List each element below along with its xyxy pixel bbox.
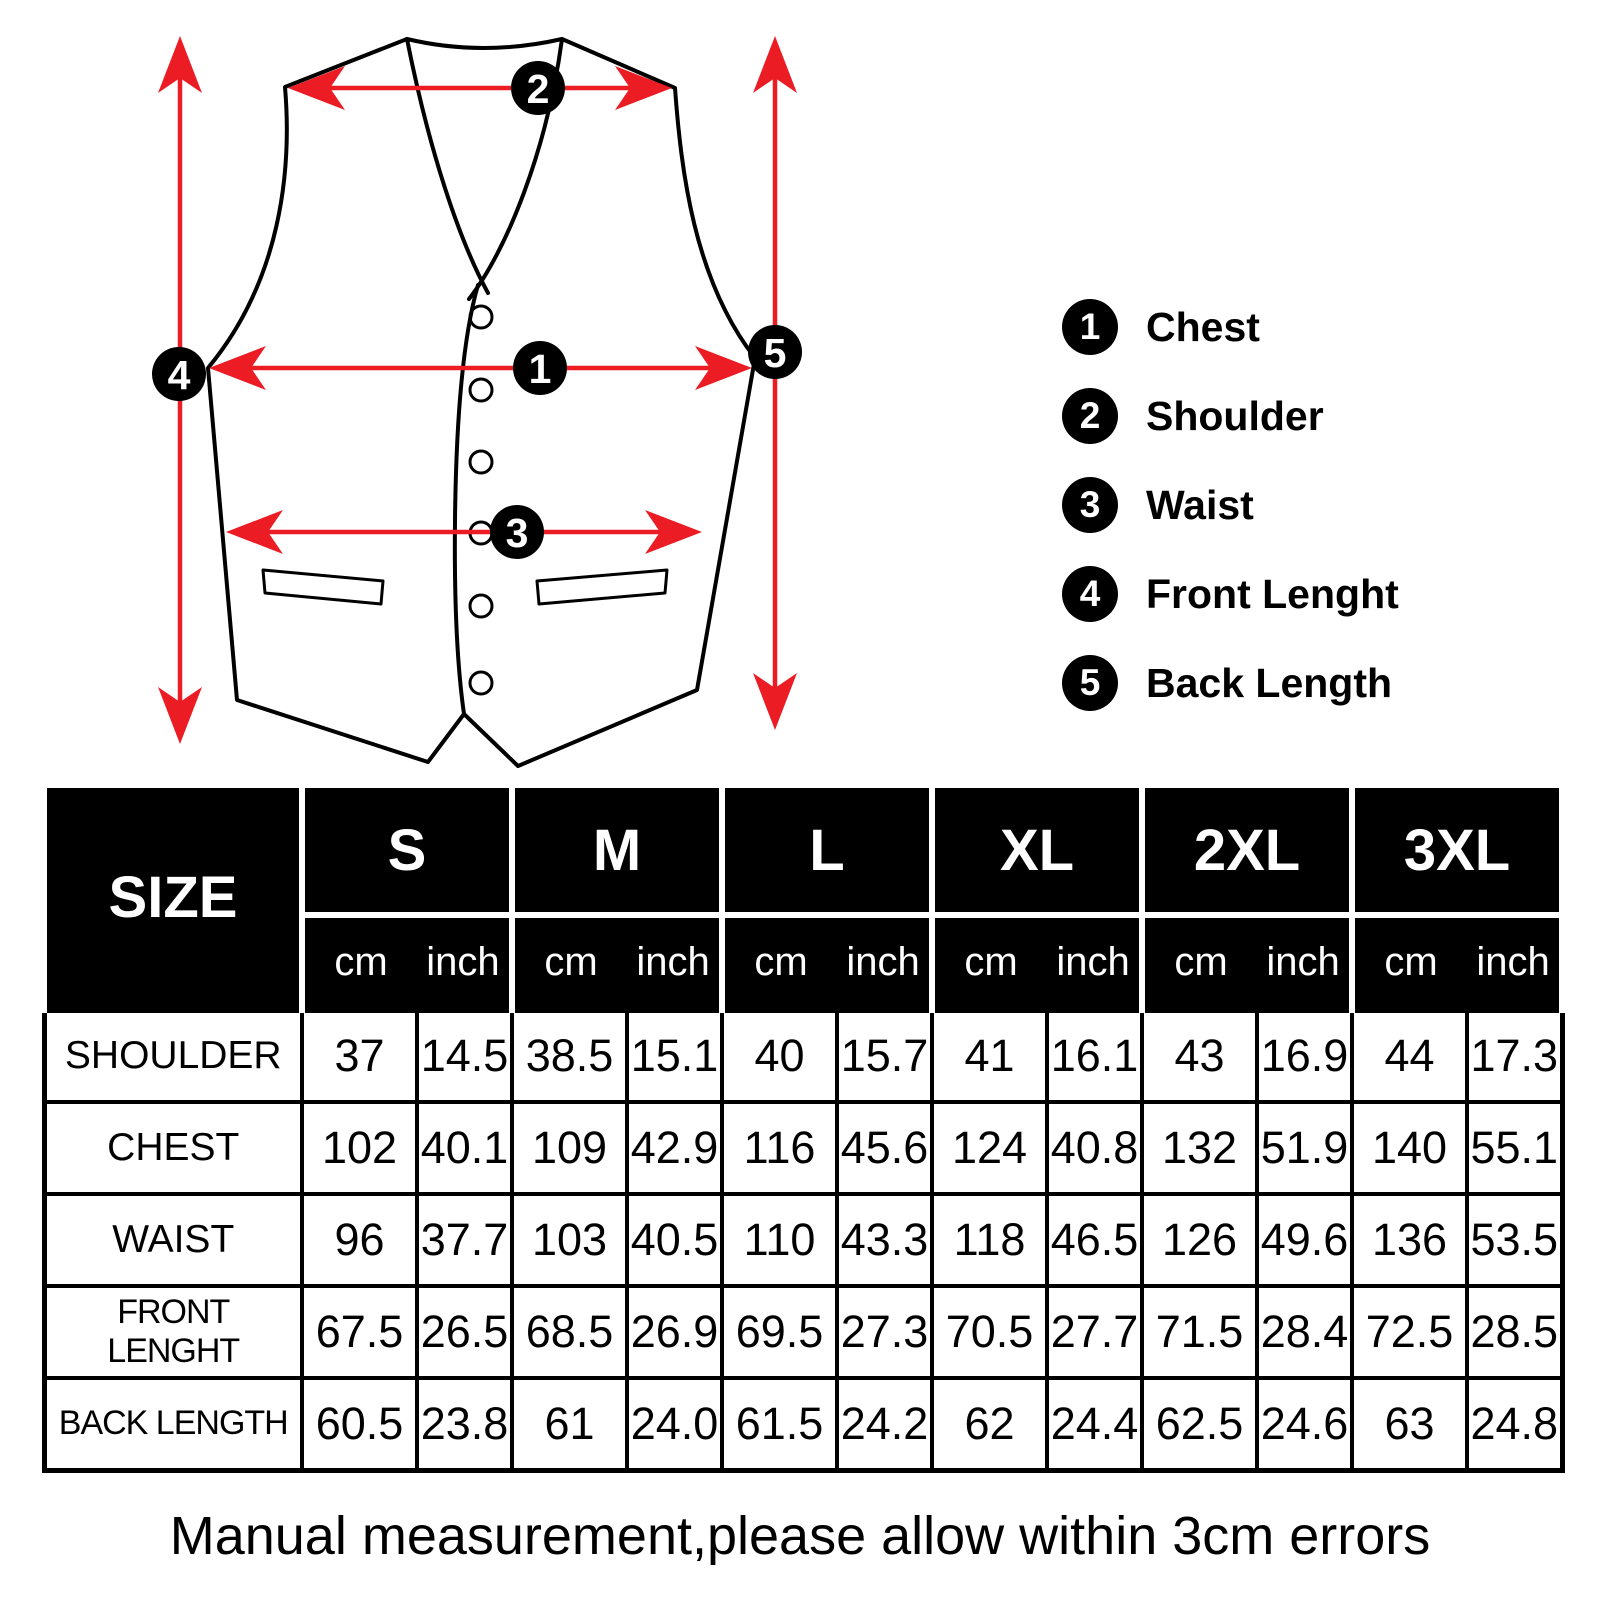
value-cell: 140 <box>1352 1102 1467 1194</box>
measurement-legend <box>1062 299 1399 744</box>
value-cell: 126 <box>1142 1194 1257 1286</box>
value-cell: 37.7 <box>417 1194 512 1286</box>
value-cell: 53.5 <box>1467 1194 1562 1286</box>
table-row-front-length <box>44 1286 1562 1378</box>
value-cell: 68.5 <box>512 1286 627 1378</box>
legend-badge-4: 4 <box>1062 566 1118 622</box>
value-cell: 46.5 <box>1047 1194 1142 1286</box>
value-cell: 110 <box>722 1194 837 1286</box>
value-cell: 27.3 <box>837 1286 932 1378</box>
value-cell: 43 <box>1142 1010 1257 1102</box>
value-cell: 67.5 <box>302 1286 417 1378</box>
legend-item-front-length <box>1062 566 1399 622</box>
unit-header-inch: inch <box>1257 915 1352 1010</box>
value-cell: 14.5 <box>417 1010 512 1102</box>
value-cell: 55.1 <box>1467 1102 1562 1194</box>
svg-text:3: 3 <box>505 510 529 556</box>
value-cell: 24.6 <box>1257 1378 1352 1470</box>
value-cell: 102 <box>302 1102 417 1194</box>
legend-item-waist <box>1062 477 1399 533</box>
value-cell: 24.4 <box>1047 1378 1142 1470</box>
value-cell: 28.4 <box>1257 1286 1352 1378</box>
diagram-badge-1 <box>513 341 567 395</box>
col-header-s: S <box>302 785 512 915</box>
legend-label: Back Length <box>1146 659 1393 706</box>
svg-text:4: 4 <box>167 352 191 398</box>
size-header: SIZE <box>44 785 302 1010</box>
value-cell: 63 <box>1352 1378 1467 1470</box>
value-cell: 70.5 <box>932 1286 1047 1378</box>
row-label: CHEST <box>44 1102 302 1194</box>
size-table <box>41 782 1565 1473</box>
diagram-badge-3 <box>490 505 544 559</box>
value-cell: 24.8 <box>1467 1378 1562 1470</box>
diagram-badge-5 <box>748 325 802 379</box>
value-cell: 43.3 <box>837 1194 932 1286</box>
unit-header-inch: inch <box>1047 915 1142 1010</box>
unit-header-cm: cm <box>932 915 1047 1010</box>
value-cell: 17.3 <box>1467 1010 1562 1102</box>
value-cell: 44 <box>1352 1010 1467 1102</box>
col-header-3xl: 3XL <box>1352 785 1562 915</box>
value-cell: 23.8 <box>417 1378 512 1470</box>
value-cell: 116 <box>722 1102 837 1194</box>
measurement-note: Manual measurement,please allow within 3cm errors <box>169 1506 1431 1566</box>
svg-text:5: 5 <box>763 330 787 376</box>
unit-header-cm: cm <box>1352 915 1467 1010</box>
diagram-badge-2 <box>511 61 565 115</box>
value-cell: 40.1 <box>417 1102 512 1194</box>
unit-header-cm: cm <box>722 915 837 1010</box>
legend-label: Chest <box>1146 303 1260 350</box>
unit-header-inch: inch <box>627 915 722 1010</box>
diagram-badge-4 <box>152 347 206 401</box>
unit-header-inch: inch <box>417 915 512 1010</box>
table-row-waist <box>44 1194 1562 1286</box>
unit-header-cm: cm <box>1142 915 1257 1010</box>
value-cell: 61 <box>512 1378 627 1470</box>
legend-label: Shoulder <box>1146 392 1324 439</box>
value-cell: 118 <box>932 1194 1047 1286</box>
legend-label: Front Lenght <box>1146 570 1399 617</box>
value-cell: 96 <box>302 1194 417 1286</box>
value-cell: 15.1 <box>627 1010 722 1102</box>
table-row-shoulder <box>44 1010 1562 1102</box>
row-label: BACK LENGTH <box>44 1378 302 1470</box>
value-cell: 15.7 <box>837 1010 932 1102</box>
value-cell: 72.5 <box>1352 1286 1467 1378</box>
legend-badge-2: 2 <box>1062 388 1118 444</box>
value-cell: 16.1 <box>1047 1010 1142 1102</box>
value-cell: 60.5 <box>302 1378 417 1470</box>
value-cell: 16.9 <box>1257 1010 1352 1102</box>
value-cell: 71.5 <box>1142 1286 1257 1378</box>
value-cell: 27.7 <box>1047 1286 1142 1378</box>
legend-badge-1: 1 <box>1062 299 1118 355</box>
legend-item-shoulder <box>1062 388 1399 444</box>
value-cell: 40.8 <box>1047 1102 1142 1194</box>
value-cell: 132 <box>1142 1102 1257 1194</box>
value-cell: 42.9 <box>627 1102 722 1194</box>
value-cell: 38.5 <box>512 1010 627 1102</box>
value-cell: 61.5 <box>722 1378 837 1470</box>
value-cell: 103 <box>512 1194 627 1286</box>
legend-badge-5: 5 <box>1062 655 1118 711</box>
legend-item-chest <box>1062 299 1399 355</box>
value-cell: 69.5 <box>722 1286 837 1378</box>
table-row-chest <box>44 1102 1562 1194</box>
unit-header-inch: inch <box>1467 915 1562 1010</box>
value-cell: 41 <box>932 1010 1047 1102</box>
row-label: WAIST <box>44 1194 302 1286</box>
row-label: SHOULDER <box>44 1010 302 1102</box>
row-label: FRONT LENGHT <box>44 1286 302 1378</box>
value-cell: 49.6 <box>1257 1194 1352 1286</box>
value-cell: 28.5 <box>1467 1286 1562 1378</box>
measure-arrow-back-length <box>753 36 797 730</box>
col-header-m: M <box>512 785 722 915</box>
col-header-l: L <box>722 785 932 915</box>
value-cell: 26.5 <box>417 1286 512 1378</box>
legend-label: Waist <box>1146 481 1254 528</box>
vest-outline <box>208 39 755 766</box>
value-cell: 124 <box>932 1102 1047 1194</box>
unit-header-inch: inch <box>837 915 932 1010</box>
value-cell: 24.0 <box>627 1378 722 1470</box>
value-cell: 26.9 <box>627 1286 722 1378</box>
value-cell: 45.6 <box>837 1102 932 1194</box>
value-cell: 37 <box>302 1010 417 1102</box>
value-cell: 40 <box>722 1010 837 1102</box>
value-cell: 109 <box>512 1102 627 1194</box>
value-cell: 24.2 <box>837 1378 932 1470</box>
svg-text:2: 2 <box>526 66 550 112</box>
col-header-xl: XL <box>932 785 1142 915</box>
unit-header-cm: cm <box>302 915 417 1010</box>
legend-item-back-length <box>1062 655 1399 711</box>
value-cell: 51.9 <box>1257 1102 1352 1194</box>
unit-header-cm: cm <box>512 915 627 1010</box>
col-header-2xl: 2XL <box>1142 785 1352 915</box>
value-cell: 136 <box>1352 1194 1467 1286</box>
value-cell: 62 <box>932 1378 1047 1470</box>
value-cell: 40.5 <box>627 1194 722 1286</box>
table-row-back-length <box>44 1378 1562 1470</box>
svg-text:1: 1 <box>528 346 552 392</box>
legend-badge-3: 3 <box>1062 477 1118 533</box>
value-cell: 62.5 <box>1142 1378 1257 1470</box>
